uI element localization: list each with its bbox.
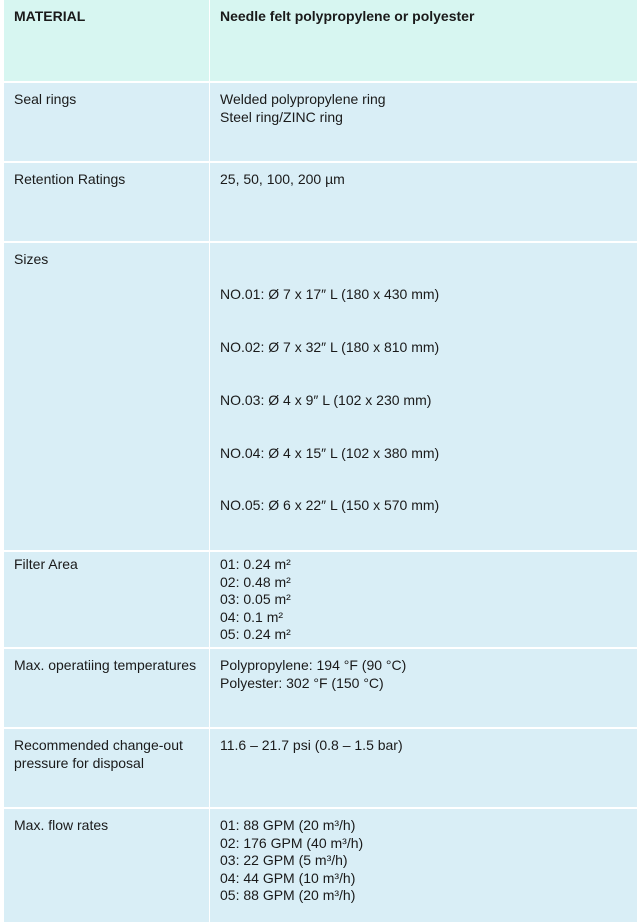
row-value-line: Steel ring/ZINC ring	[220, 108, 343, 125]
row-label: Max. operatiing temperatures	[14, 657, 197, 674]
row-label-cell	[4, 551, 210, 648]
row-change-out-pressure	[4, 728, 638, 808]
row-value-line: Polypropylene: 194 °F (90 °C)	[220, 657, 407, 674]
row-seal-rings	[4, 82, 638, 162]
row-label: Seal rings	[14, 91, 77, 107]
header-value: Needle felt polypropylene or polyester	[220, 8, 475, 24]
row-value-cell	[210, 808, 638, 923]
row-value-line: Welded polypropylene ring	[220, 91, 386, 107]
row-value-line: NO.03: Ø 4 x 9″ L (102 x 230 mm)	[220, 391, 432, 408]
row-max-flow-rates	[4, 808, 638, 923]
row-value-cell	[210, 648, 638, 728]
row-label: Recommended change-out pressure for disposal	[14, 737, 183, 771]
row-label: Sizes	[14, 251, 49, 267]
row-value-line: NO.02: Ø 7 x 32″ L (180 x 810 mm)	[220, 338, 440, 355]
row-value-line: 01: 88 GPM (20 m³/h)	[220, 817, 356, 834]
row-value-cell	[210, 162, 638, 242]
row-value-line: 11.6 – 21.7 psi (0.8 – 1.5 bar)	[220, 737, 403, 754]
row-label-cell	[4, 242, 210, 551]
row-value-line: 03: 22 GPM (5 m³/h)	[220, 852, 348, 869]
row-label: Max. flow rates	[14, 817, 109, 834]
row-label-cell	[4, 808, 210, 923]
row-value-line: NO.05: Ø 6 x 22″ L (150 x 570 mm)	[220, 497, 440, 514]
row-label: Filter Area	[14, 556, 78, 573]
row-max-temperatures	[4, 648, 638, 728]
row-sizes	[4, 242, 638, 551]
spec-table	[3, 0, 638, 924]
row-value-line: 04: 44 GPM (10 m³/h)	[220, 869, 356, 886]
row-value-line: NO.04: Ø 4 x 15″ L (102 x 380 mm)	[220, 444, 440, 461]
row-label-cell	[4, 82, 210, 162]
row-value-cell	[210, 551, 638, 648]
row-label-cell	[4, 648, 210, 728]
row-value-line: 02: 176 GPM (40 m³/h)	[220, 834, 364, 851]
row-retention-ratings	[4, 162, 638, 242]
header-label-cell	[4, 0, 210, 82]
row-label: Retention Ratings	[14, 171, 126, 187]
row-value-line: NO.01: Ø 7 x 17″ L (180 x 430 mm)	[220, 286, 440, 303]
row-label-cell	[4, 728, 210, 808]
row-value-line: 25, 50, 100, 200 µm	[220, 171, 345, 187]
row-value-cell	[210, 82, 638, 162]
header-value-cell	[210, 0, 638, 82]
row-value-line: 01: 0.24 m²	[220, 556, 291, 573]
table-header-row	[4, 0, 638, 82]
row-value-line: 05: 0.24 m²	[220, 626, 291, 643]
row-filter-area	[4, 551, 638, 648]
header-label: MATERIAL	[14, 8, 86, 24]
row-value-line: 05: 88 GPM (20 m³/h)	[220, 887, 356, 904]
row-value-cell	[210, 242, 638, 551]
row-value-line: 02: 0.48 m²	[220, 573, 291, 590]
row-label-cell	[4, 162, 210, 242]
row-value-cell	[210, 728, 638, 808]
row-value-line: 03: 0.05 m²	[220, 591, 291, 608]
row-value-line: 04: 0.1 m²	[220, 608, 284, 625]
row-value-line: Polyester: 302 °F (150 °C)	[220, 674, 384, 691]
